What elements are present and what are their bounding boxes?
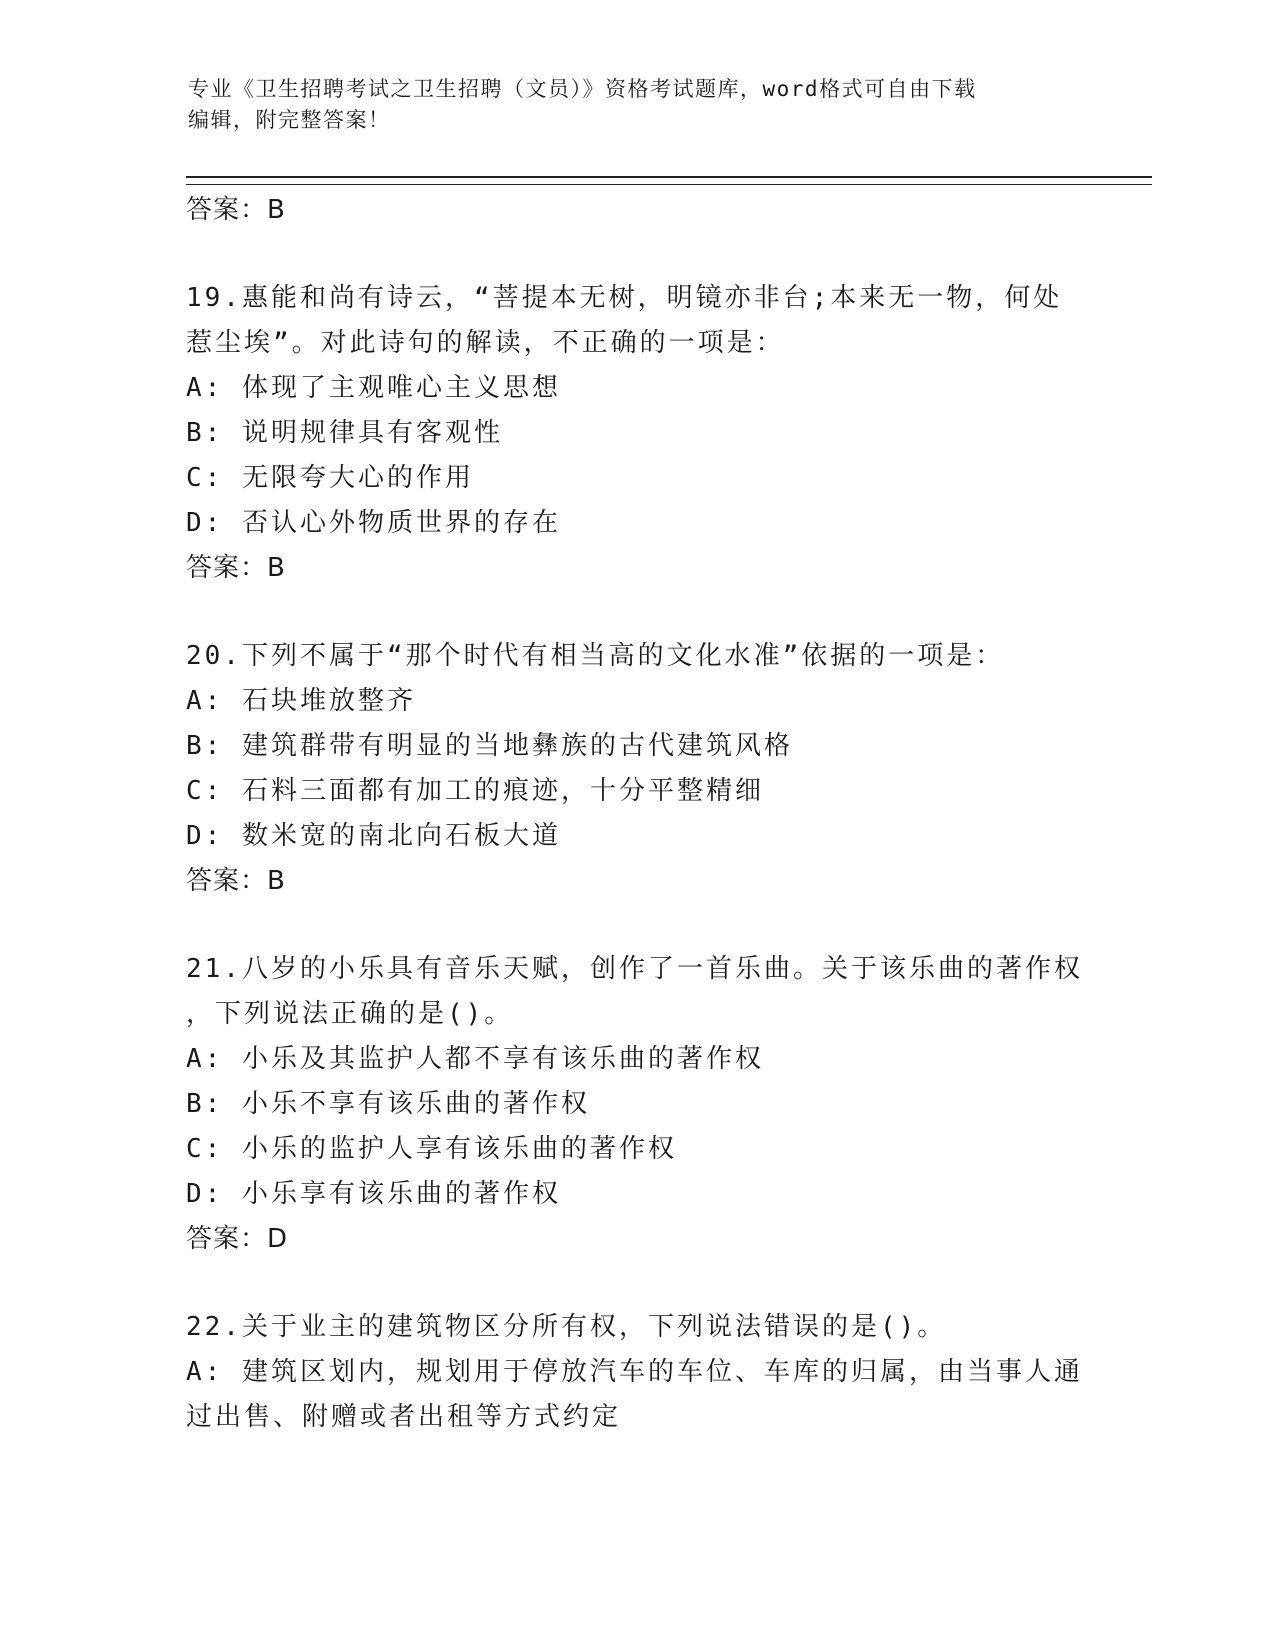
option-c: C: 石料三面都有加工的痕迹，十分平整精细 <box>186 776 764 806</box>
option-d: D: 否认心外物质世界的存在 <box>186 508 561 538</box>
question-text: 惹尘埃”。对此诗句的解读，不正确的一项是： <box>186 328 785 358</box>
question-22 <box>186 1305 1116 1440</box>
option-c: C: 无限夸大心的作用 <box>186 463 474 493</box>
question-text: 20.下列不属于“那个时代有相当高的文化水准”依据的一项是： <box>186 641 1005 671</box>
question-list <box>186 188 1116 1440</box>
option-a-continued: 过出售、附赠或者出租等方式约定 <box>186 1402 622 1432</box>
answer: 答案：B <box>186 553 286 583</box>
header-divider <box>186 176 1152 185</box>
option-b: B: 建筑群带有明显的当地彝族的古代建筑风格 <box>186 731 793 761</box>
option-b: B: 小乐不享有该乐曲的著作权 <box>186 1089 590 1119</box>
answer: 答案：B <box>186 866 286 896</box>
option-d: D: 小乐享有该乐曲的著作权 <box>186 1179 561 1209</box>
question-20 <box>186 634 1116 904</box>
document-header <box>188 74 1088 136</box>
question-19 <box>186 276 1116 591</box>
option-c: C: 小乐的监护人享有该乐曲的著作权 <box>186 1134 677 1164</box>
answer: 答案：D <box>186 1224 289 1254</box>
header-line-2: 编辑，附完整答案！ <box>188 108 391 132</box>
option-d: D: 数米宽的南北向石板大道 <box>186 821 561 851</box>
option-b: B: 说明规律具有客观性 <box>186 418 503 448</box>
question-text: 22.关于业主的建筑物区分所有权，下列说法错误的是()。 <box>186 1312 947 1342</box>
header-line-1: 专业《卫生招聘考试之卫生招聘（文员）》资格考试题库，word格式可自由下载 <box>188 77 977 101</box>
question-text: 21.八岁的小乐具有音乐天赋，创作了一首乐曲。关于该乐曲的著作权 <box>186 954 1083 984</box>
option-a: A: 体现了主观唯心主义思想 <box>186 373 561 403</box>
question-text: ，下列说法正确的是()。 <box>186 999 514 1029</box>
option-a: A: 石块堆放整齐 <box>186 686 416 716</box>
answer-18: 答案：B <box>186 195 286 225</box>
option-a: A: 建筑区划内，规划用于停放汽车的车位、车库的归属，由当事人通 <box>186 1357 1083 1387</box>
question-text: 19.惠能和尚有诗云，“菩提本无树，明镜亦非台;本来无一物，何处 <box>186 283 1063 313</box>
question-21 <box>186 947 1116 1262</box>
option-a: A: 小乐及其监护人都不享有该乐曲的著作权 <box>186 1044 764 1074</box>
